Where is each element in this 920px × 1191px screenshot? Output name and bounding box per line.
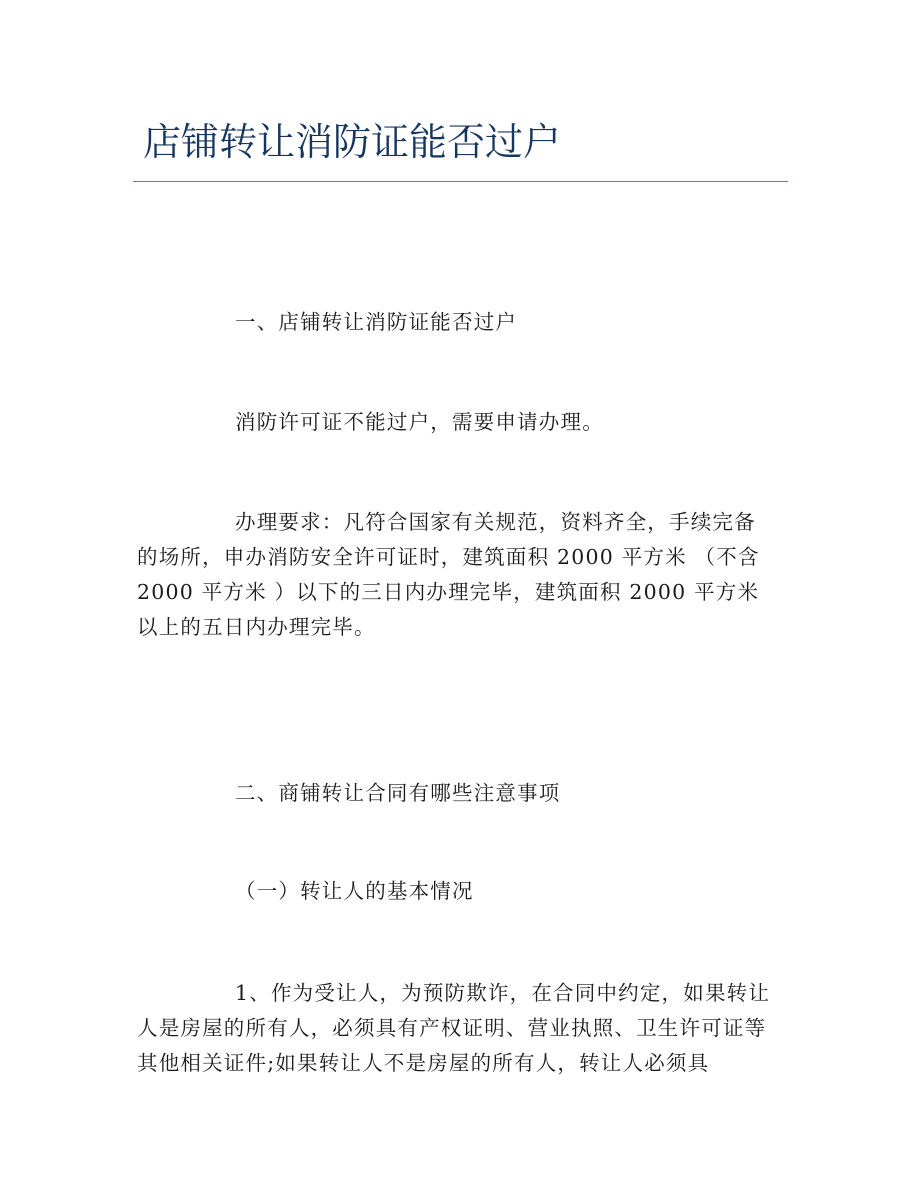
document-title: 店铺转让消防证能否过户: [143, 120, 562, 164]
paragraph-item-1: 1、作为受让人，为预防欺诈，在合同中约定，如果转让人是房屋的所有人，必须具有产权证明、营业执照、卫生许可证等其他相关证件;如果转让人不是房屋的所有人，转让人必须具: [137, 981, 771, 1075]
subsection-heading-1: （一）转让人的基本情况: [235, 879, 474, 903]
paragraph-requirements: 办理要求：凡符合国家有关规范，资料齐全，手续完备的场所，申办消防安全许可证时，建筑面积 2000 平方米 （不含 2000 平方米 ）以下的三日内办理完毕，建筑面积 2000 平方米以上的五日内办理完毕。: [137, 510, 760, 639]
section-heading-1: 一、店铺转让消防证能否过户: [235, 310, 518, 334]
section-heading-2: 二、商铺转让合同有哪些注意事项: [235, 781, 561, 805]
title-divider: [133, 181, 788, 182]
paragraph-license: 消防许可证不能过户，需要申请办理。: [235, 410, 604, 434]
